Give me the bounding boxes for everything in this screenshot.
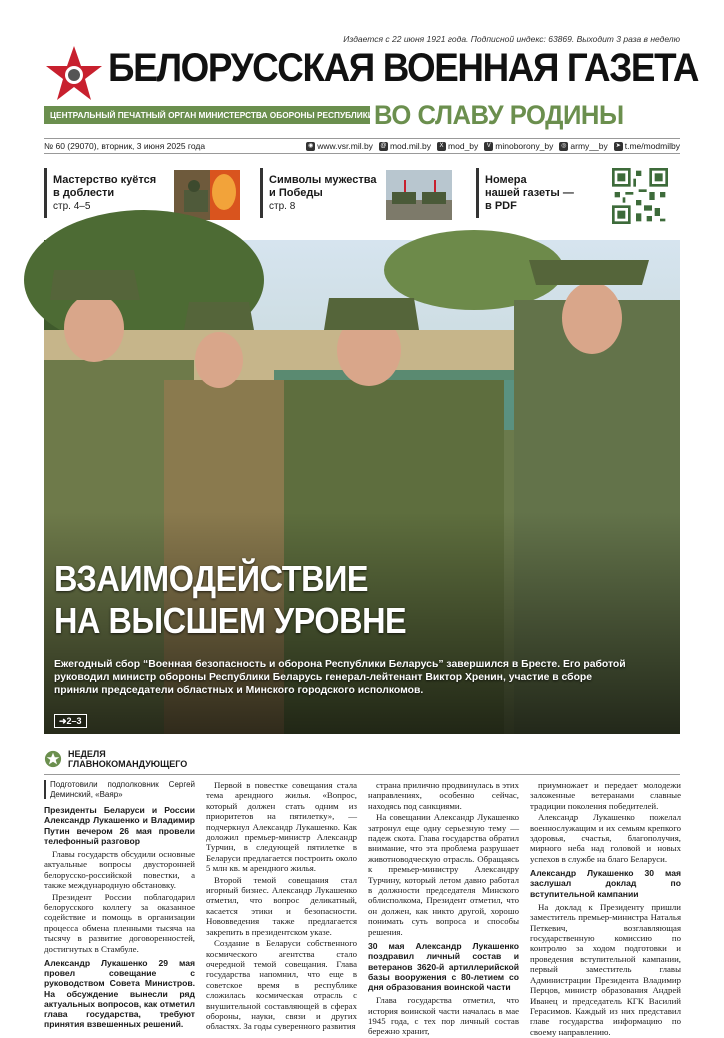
telegram-icon: ➤ (615, 142, 621, 149)
article-subheading: 30 мая Александр Лукашенко поздравил личный состав и ветеранов 3620-й артиллерийской базы вооружения с 80-летием со дня образования воинской части (368, 941, 519, 992)
web-icon: ◉ (308, 142, 314, 149)
teaser-symbols[interactable] (260, 164, 470, 230)
social-link-web[interactable]: ◉ www.vsr.mil.by (308, 141, 373, 151)
instagram-icon: ◎ (561, 142, 567, 149)
article-column-3 (368, 780, 519, 1038)
article-paragraph: Второй темой совещания стал игорный бизнес. Александр Лукашенко отметил, что вопрос деликатный, касается этики и безопасности. Нововведения также предлагается закрепить в президентском указе. (206, 874, 357, 937)
article-subheading: Александр Лукашенко 29 мая провел совещание с руководством Совета Министров. На обсуждение вынесли ряд актуальных вопросов, как отметил глава государства, требуют принятия взвешенных решений. (44, 958, 195, 1030)
teaser-page: стр. 4–5 (53, 201, 91, 212)
section-divider (44, 774, 680, 775)
article-paragraph: Глава государства отметил, что история воинской части началась в мае 1945 года, с тех пор личный состав бережно хранит, (368, 995, 519, 1037)
article-column-1 (44, 780, 195, 1032)
article-paragraph: На доклад к Президенту пришли заместитель премьер-министра Наталья Петкевич, возглавляющая государственную комиссию по контролю за ходом подготовки и проведения вступительной кампании, первый заместитель главы Администрации Президента Владимир Перцов, министр образования Андрей Иванец и председатель КГК Василий Герасимов. Каждый из них представил главе государства информацию по своему направлению. (530, 901, 681, 1037)
social-link-telegram[interactable]: ➤ t.me/modmilby (615, 141, 680, 151)
red-star-emblem-icon (44, 44, 104, 104)
email-icon: @ (380, 142, 387, 149)
article-paragraph: Президент России поблагодарил белорусского коллегу за оказанное содействие и помощь в организации процесса обмена пленными тысяча на тысячу в развитие договоренностей, достигнутых в Стамбуле. (44, 891, 195, 954)
newspaper-title: БЕЛОРУССКАЯ ВОЕННАЯ ГАЗЕТА (108, 46, 699, 90)
social-link-x[interactable]: X mod_by (437, 139, 478, 153)
teaser-text: Мастерство куётся в доблести стр. 4–5 (53, 174, 157, 212)
section-title: НЕДЕЛЯ ГЛАВНОКОМАНДУЮЩЕГО (68, 749, 188, 769)
main-headline: ВЗАИМОДЕЙСТВИЕ НА ВЫСШЕМ УРОВНЕ (54, 558, 407, 641)
teaser-marker (44, 168, 47, 218)
soldier-fire-photo (174, 170, 240, 220)
social-link-vk[interactable]: V minoborony_by (484, 139, 553, 153)
article-paragraph: Первой в повестке совещания стала тема арендного жилья. «Вопрос, который должен стать одним из приоритетов на пятилетку», — подчеркнул Александр Лукашенко. Как доложил премьер-министр Александр Турчин, в следующей пятилетке в Беларуси предлагается построить около 5 млн кв. м арендного жилья. (206, 780, 357, 874)
article-subheading: Президенты Беларуси и России Александр Лукашенко и Владимир Путин вечером 26 мая провели телефонный разговор (44, 805, 195, 846)
newspaper-slogan: ВО СЛАВУ РОДИНЫ (374, 100, 624, 130)
teaser-marker (260, 168, 263, 218)
article-columns (44, 780, 681, 1037)
article-column-4 (530, 780, 681, 1038)
teaser-page: стр. 8 (269, 201, 296, 212)
article-paragraph: страна прилично продвинулась в этих направлениях, особенно сейчас, находясь под санкциями. (368, 780, 519, 811)
hero-photo (44, 240, 680, 734)
social-link-instagram[interactable]: ◎ army__by (561, 141, 608, 151)
teaser-marker (476, 168, 479, 218)
author-credit: Подготовили подполковник Сергей Деминский, «Ваяр» (44, 780, 195, 799)
newspaper-subtitle: ЦЕНТРАЛЬНЫЙ ПЕЧАТНЫЙ ОРГАН МИНИСТЕРСТВА ОБОРОНЫ РЕСПУБЛИКИ БЕЛАРУСЬ (44, 106, 370, 124)
social-link-email[interactable]: @ mod.mil.by (380, 141, 432, 151)
article-subheading: Александр Лукашенко 30 мая заслушал доклад по вступительной кампании (530, 868, 681, 899)
article-paragraph: На совещании Александр Лукашенко затронул еще одну серьезную тему — падеж скота. Глава государства обратил внимание, что эта проблема разрушает животноводческую отрасль. Обращаясь к премьер-министру Александру Турчину, который летом давно работал в должности председателя Минского облисполкома, Президент отметил, что он должен, как никто другой, хорошо понимать суть вопроса и способы решения. (368, 812, 519, 937)
article-column-2 (206, 780, 357, 1033)
article-paragraph: Александр Лукашенко пожелал военнослужащим и их семьям крепкого здоровья, счастья, благополучия, мирного неба над головой и новых успехов в службе на благо Беларуси. (530, 812, 681, 864)
lead-paragraph: Ежегодный сбор “Военная безопасность и оборона Республики Беларусь” завершился в Бресте. Его работой руководил министр обороны Республики Беларусь генерал-лейтенант Виктор Хренин, участие в сборе приняли председатели областных и Минского городского исполкомов. (54, 659, 626, 696)
qr-code-icon[interactable] (612, 168, 668, 224)
teaser-text: Номера нашей газеты — в PDF (485, 174, 574, 212)
masthead (44, 34, 699, 134)
article-paragraph: приумножает и передает молодежи заложенные ветеранами славные традиции поколения победителей. (530, 780, 681, 811)
article-paragraph: Создание в Беларуси собственного космического агентства стало очередной темой совещания. Глава государства напомнил, что еще в советское время в республике сложилась космическая отрасль с внушительной составляющей в сферах обороны, науки, связи и других областях. За годы суверенного развития (206, 938, 357, 1032)
tanks-parade-photo (386, 170, 452, 220)
issue-info-bar (44, 138, 680, 154)
issue-number-date: № 60 (29070), вторник, 3 июня 2025 года (44, 141, 206, 151)
publication-info: Издается с 22 июня 1921 года. Подписной индекс: 63869. Выходит 3 раза в неделю (343, 34, 680, 44)
page-reference[interactable]: ➜2–3 (54, 714, 87, 728)
section-header (44, 747, 187, 771)
teaser-pdf[interactable] (476, 164, 680, 230)
green-star-icon (44, 750, 62, 768)
teaser-text: Символы мужества и Победы стр. 8 (269, 174, 377, 212)
article-paragraph: Главы государств обсудили основные актуальные вопросы двусторонней белорусско-российской повестки, а также международную обстановку. (44, 849, 195, 891)
vk-icon: V (484, 142, 493, 151)
social-links (306, 139, 680, 153)
x-icon: X (437, 142, 446, 151)
